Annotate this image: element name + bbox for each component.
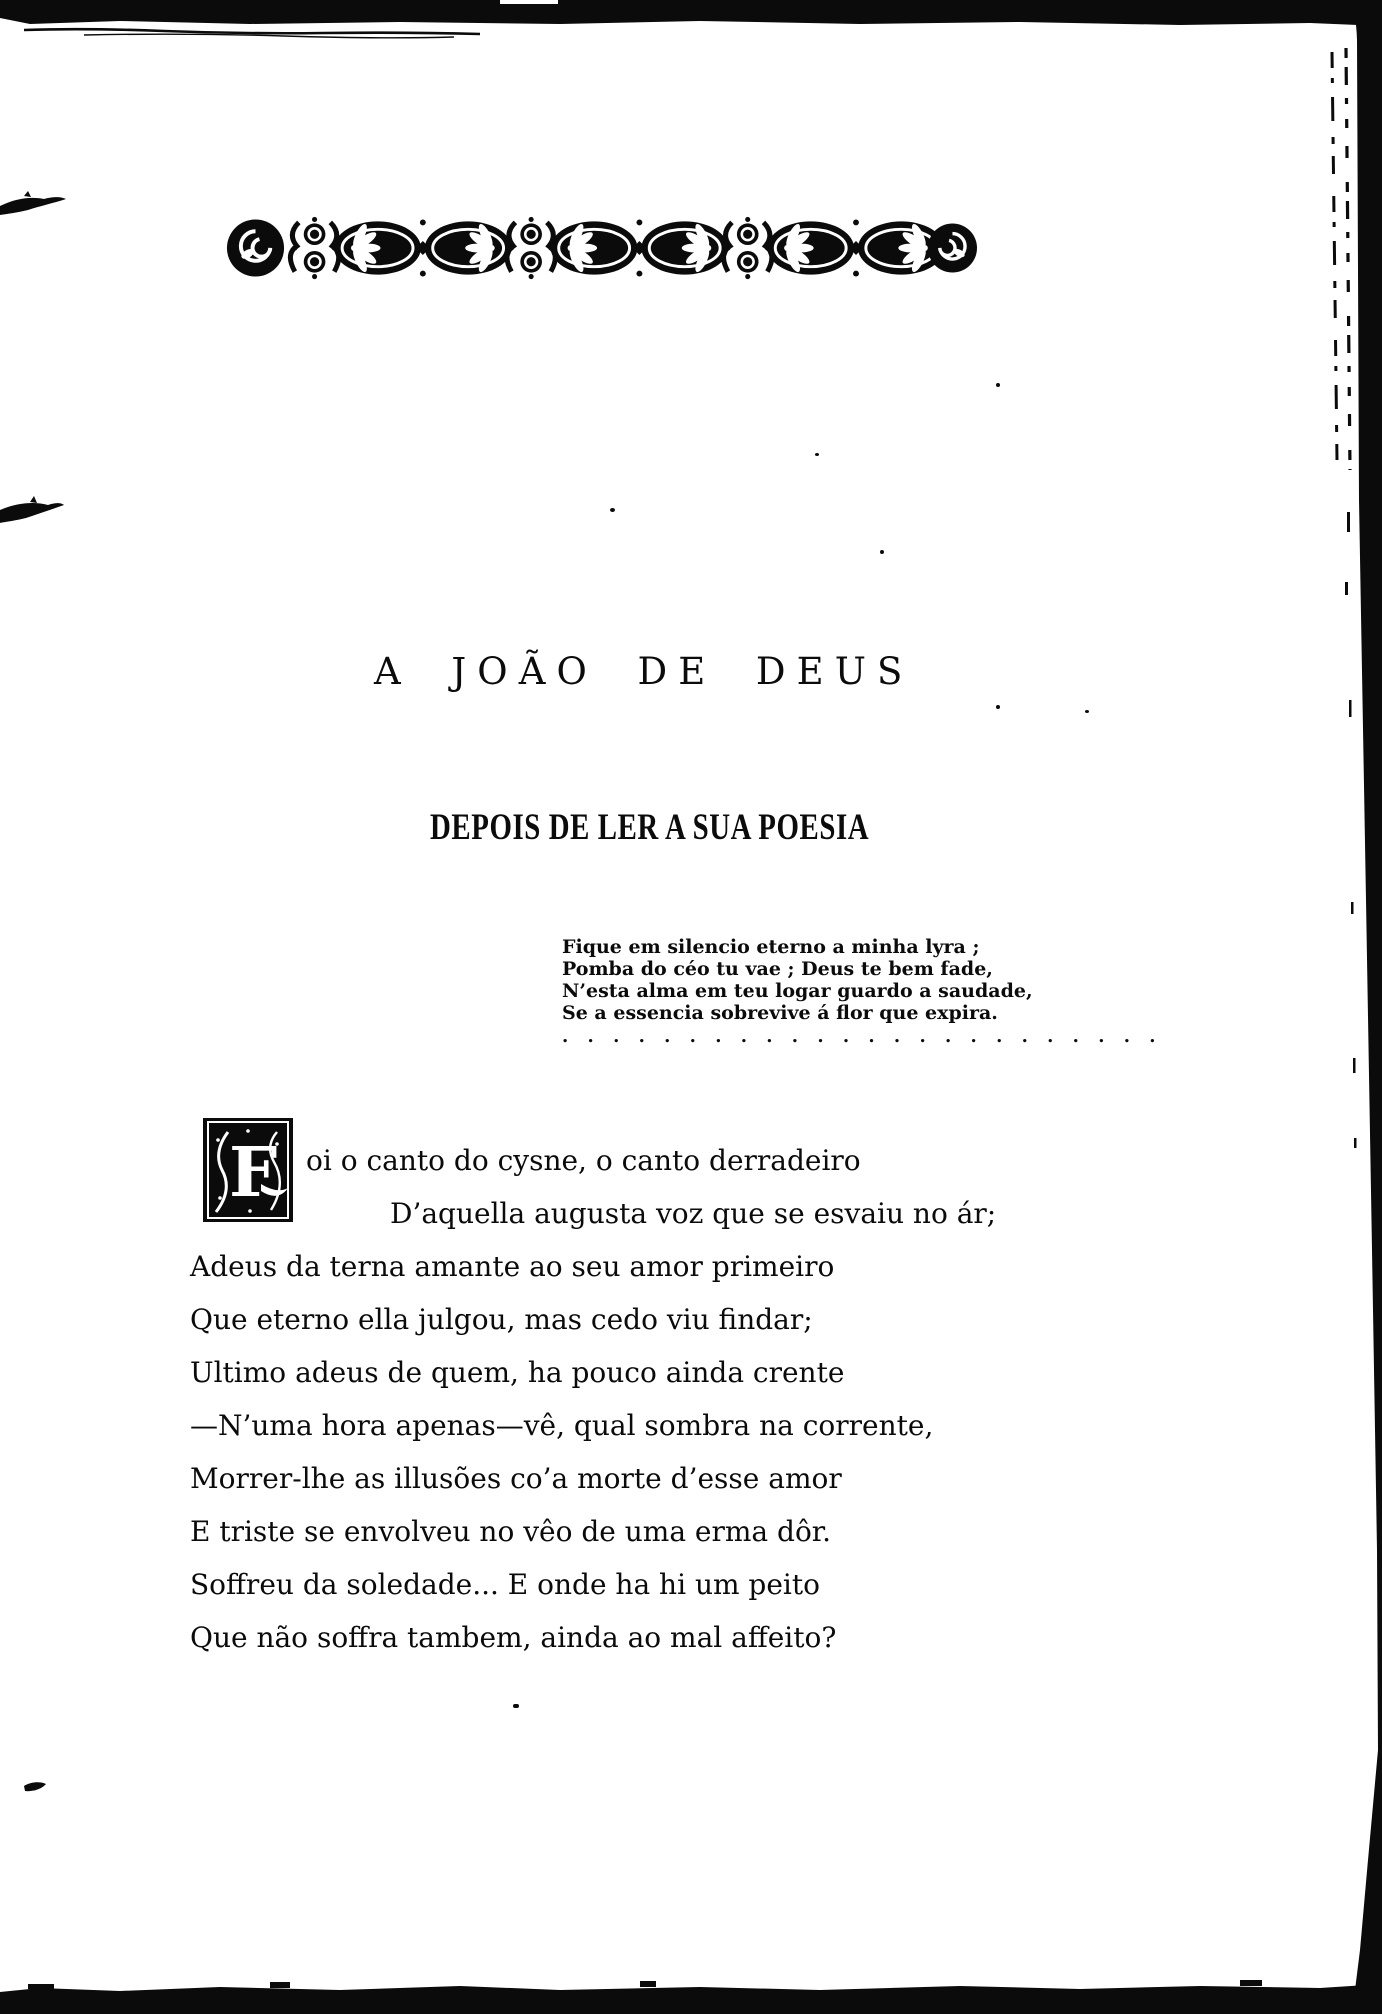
scan-speck <box>610 508 615 512</box>
poem-line: Soffreu da soledade... E onde ha hi um peito <box>190 1568 820 1601</box>
scan-ink-dashes <box>1320 40 1364 1200</box>
poem-line: —N’uma hora apenas—vê, qual sombra na corrente, <box>190 1409 934 1442</box>
scan-speck <box>996 705 1000 709</box>
poem-line: D’aquella augusta voz que se esvaiu no ár; <box>390 1197 997 1230</box>
scan-bottom-edge <box>0 1978 1382 2014</box>
epigraph-line: Se a essencia sobrevive á flor que expira. <box>562 1002 998 1024</box>
scan-speck <box>1085 710 1089 713</box>
scan-hairline <box>24 26 484 40</box>
poem-line: Adeus da terna amante ao seu amor primeiro <box>190 1250 835 1283</box>
poem-line: Morrer-lhe as illusões co’a morte d’esse amor <box>190 1462 842 1495</box>
scan-top-edge <box>0 0 1382 26</box>
poem <box>190 1134 1090 1664</box>
ornamental-headpiece <box>224 216 982 280</box>
scan-right-edge <box>1322 0 1382 2014</box>
scan-left-smudges <box>0 0 80 2014</box>
scan-speck <box>996 383 1000 387</box>
poem-line: oi o canto do cysne, o canto derradeiro <box>306 1144 861 1177</box>
epigraph-line: Pomba do céo tu vae ; Deus te bem fade, <box>562 958 993 980</box>
epigraph-ellipsis: . . . . . . . . . . . . . . . . . . . . . . . . <box>562 1026 1158 1047</box>
epigraph <box>562 936 1032 1024</box>
poem-line: Ultimo adeus de quem, ha pouco ainda crente <box>190 1356 845 1389</box>
dropcap-letter: F <box>229 1133 278 1213</box>
poem-line: E triste se envolveu no vêo de uma erma dôr. <box>190 1515 832 1548</box>
scan-speck <box>880 550 884 554</box>
page-title: A JOÃO DE DEUS <box>374 650 914 693</box>
scan-speck <box>815 453 819 456</box>
poem-line: Que não soffra tambem, ainda ao mal affeito? <box>190 1621 837 1654</box>
page-subtitle: DEPOIS DE LER A SUA POESIA <box>430 807 870 848</box>
scan-speck <box>513 1704 519 1708</box>
page-subtitle-wrap <box>430 806 993 849</box>
epigraph-line: N’esta alma em teu logar guardo a saudade, <box>562 980 1033 1002</box>
poem-line: Que eterno ella julgou, mas cedo viu findar; <box>190 1303 813 1336</box>
epigraph-line: Fique em silencio eterno a minha lyra ; <box>562 936 980 958</box>
